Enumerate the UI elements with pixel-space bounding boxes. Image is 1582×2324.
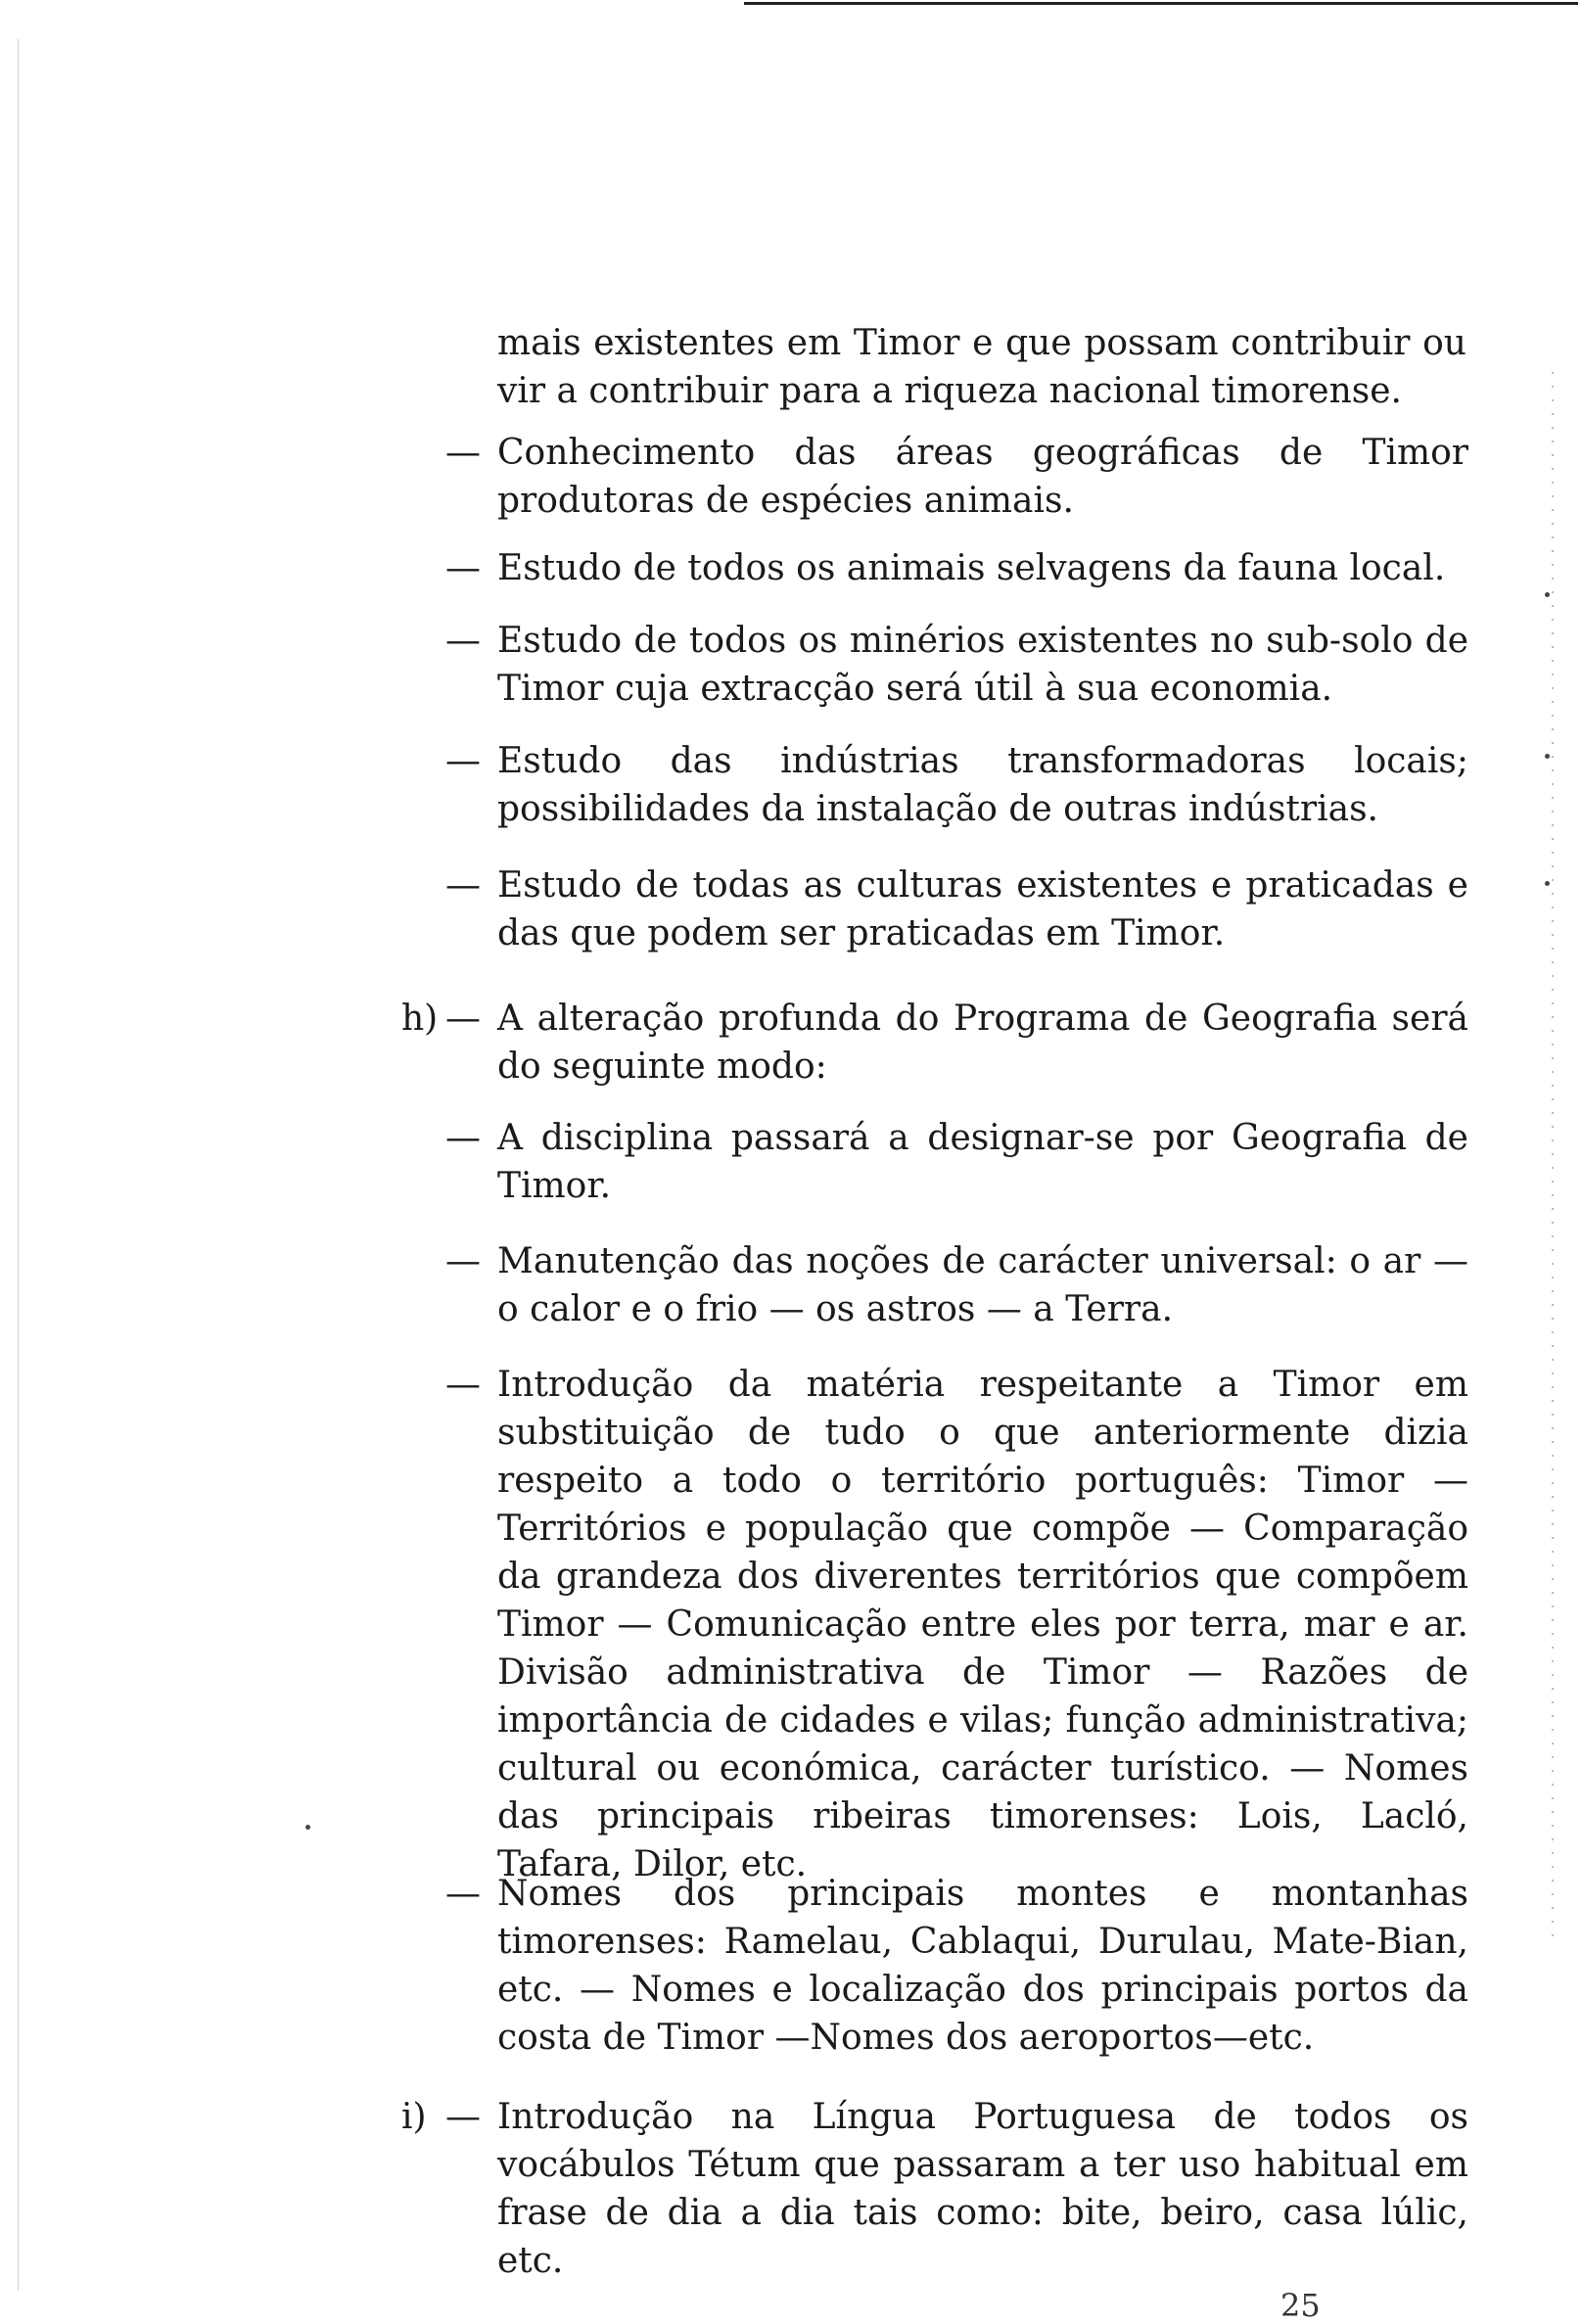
list-item: — Nomes dos principais montes e montanhas timorenses: Ramelau, Cablaqui, Durulau, Mate-Bian, etc. — Nomes e localização dos principais portos da costa de Timor —Nomes dos aeroportos—etc.	[445, 1874, 1468, 2058]
section-marker-i: i)	[401, 2097, 427, 2137]
list-item: — Manutenção das noções de carácter universal: o ar — o calor e o frio — os astros — a Terra.	[445, 1241, 1468, 1329]
section-i-lead: — Introdução na Língua Portuguesa de todos os vocábulos Tétum que passaram a ter uso habitual em frase de dia a dia tais como: bite, beiro, casa lúlic, etc.	[445, 2097, 1468, 2281]
section-h-lead: — A alteração profunda do Programa de Geografia será do seguinte modo:	[445, 999, 1468, 1087]
list-item: — Conhecimento das áreas geográficas de Timor produtoras de espécies animais.	[445, 433, 1468, 521]
section-marker-h: h)	[401, 999, 439, 1039]
list-item: — Estudo de todos os minérios existentes no sub-solo de Timor cuja extracção será útil à sua economia.	[445, 621, 1468, 709]
page-number: 25	[1280, 2287, 1321, 2324]
intro-paragraph: mais existentes em Timor e que possam contribuir ou vir a contribuir para a riqueza nacional timorense.	[497, 323, 1466, 411]
list-item: — Estudo de todas as culturas existentes e praticadas e das que podem ser praticadas em Timor.	[445, 865, 1468, 953]
list-item: — Estudo das indústrias transformadoras locais; possibilidades da instalação de outras indústrias.	[445, 741, 1468, 829]
list-item: — Introdução da matéria respeitante a Timor em substituição de tudo o que anteriormente dizia respeito a todo o território português: Timor — Territórios e população que compõe — Comparação da grandeza dos diverentes territórios que compõem Timor — Comunicação entre eles por terra, mar e ar. Divisão administrativa de Timor — Razões de importância de cidades e vilas; função administrativa; cultural ou económica, carácter turístico. — Nomes das principais ribeiras timorenses: Lois, Lacló, Tafara, Dilor, etc.	[445, 1365, 1468, 1884]
list-item: — A disciplina passará a designar-se por Geografia de Timor.	[445, 1118, 1468, 1206]
list-item: — Estudo de todos os animais selvagens da fauna local.	[445, 548, 1446, 588]
